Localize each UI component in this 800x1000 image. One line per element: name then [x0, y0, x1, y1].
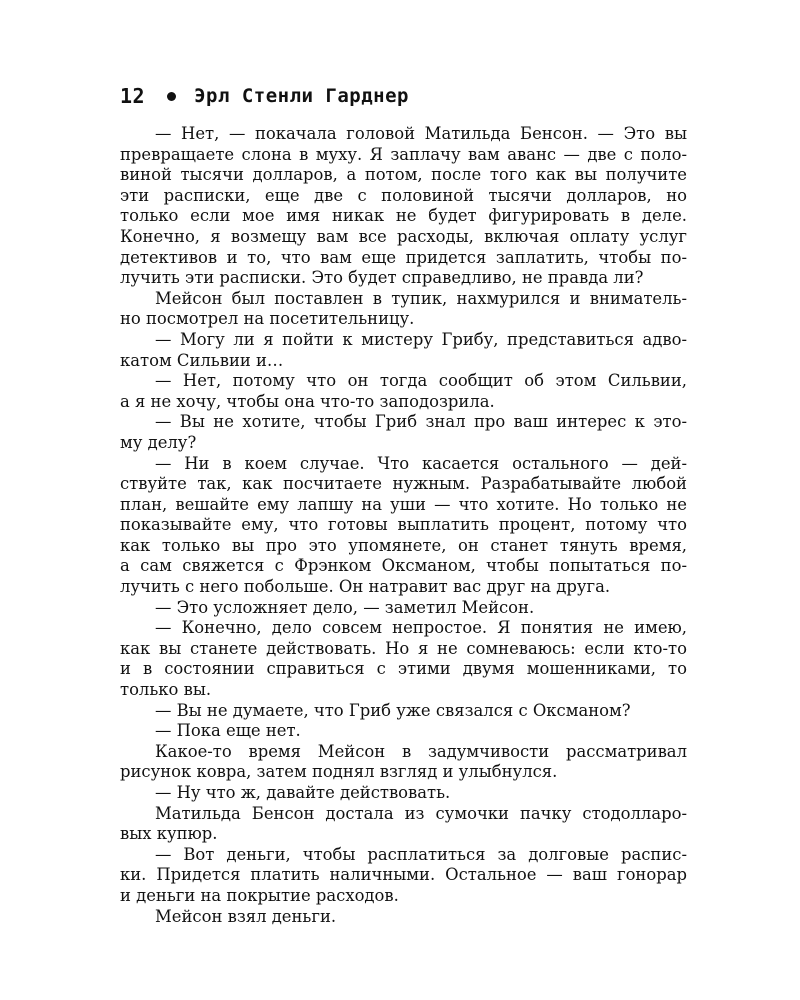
text-line: только вы. [120, 680, 212, 700]
text-line: только если мое имя никак не будет фигурировать в деле. [120, 206, 687, 226]
text-line: показывайте ему, что готовы выплатить процент, потому что [120, 515, 687, 535]
text-line: эти расписки, еще две с половиной тысячи долларов, но [120, 185, 687, 205]
text-line: рисунок ковра, затем поднял взгляд и улыбнулся. [120, 762, 558, 782]
text-line: виной тысячи долларов, а потом, после того как вы получите [120, 165, 687, 185]
text-line: — Нет, — покачала головой Матильда Бенсон. — Это вы [155, 124, 687, 143]
text-line: Конечно, я возмещу вам все расходы, включая оплату услуг [120, 226, 687, 246]
text-line: — Могу ли я пойти к мистеру Грибу, представиться адво- [155, 329, 687, 349]
text-line: — Вы не хотите, чтобы Гриб знал про ваш интерес к это- [155, 412, 687, 432]
text-line: Мейсон был поставлен в тупик, нахмурился и вниматель- [155, 288, 687, 308]
text-line: — Конечно, дело совсем непростое. Я понятия не имею, [155, 618, 687, 638]
text-line: ствуйте так, как посчитаете нужным. Разрабатывайте любой [120, 474, 687, 494]
text-line: — Это усложняет дело, — заметил Мейсон. [155, 597, 535, 617]
page-number: 12 [120, 84, 146, 108]
text-line: план, вешайте ему лапшу на уши — что хотите. Но только не [120, 494, 687, 514]
bullet-separator [167, 92, 176, 101]
text-line: вых купюр. [120, 824, 218, 844]
text-line: — Ну что ж, давайте действовать. [155, 783, 451, 802]
text-line: детективов и то, что вам еще придется заплатить, чтобы по- [120, 247, 687, 267]
running-header-author: Эрл Стенли Гарднер [194, 85, 409, 107]
text-line: му делу? [120, 432, 197, 452]
text-line: — Вот деньги, чтобы расплатиться за долговые распис- [155, 844, 687, 864]
text-line: как вы станете действовать. Но я не сомневаюсь: если кто-то [120, 638, 687, 658]
text-line: и в состоянии справиться с этими двумя мошенниками, то [120, 659, 687, 679]
text-line: Мейсон взял деньги. [155, 906, 337, 926]
text-line: — Пока еще нет. [155, 721, 301, 741]
running-header [120, 82, 409, 110]
text-line: Матильда Бенсон достала из сумочки пачку стодолларо- [155, 803, 687, 823]
text-line: катом Сильвии и… [120, 350, 284, 370]
text-line: Какое-то время Мейсон в задумчивости рассматривал [155, 741, 687, 761]
text-line: лучить с него побольше. Он натравит вас друг на друга. [120, 577, 611, 597]
text-line: превращаете слона в муху. Я заплачу вам аванс — две с поло- [120, 144, 687, 164]
body-text [120, 124, 687, 927]
text-line: а сам свяжется с Фрэнком Оксманом, чтобы попытаться по- [120, 556, 687, 576]
text-line: ки. Придется платить наличными. Остальное — ваш гонорар [120, 865, 687, 885]
text-line: но посмотрел на посетительницу. [120, 309, 415, 329]
text-line: — Ни в коем случае. Что касается остального — дей- [155, 453, 687, 473]
text-line: и деньги на покрытие расходов. [120, 885, 399, 905]
text-line: как только вы про это упомянете, он станет тянуть время, [120, 535, 687, 555]
text-line: а я не хочу, чтобы она что-то заподозрила. [120, 391, 495, 411]
text-line: — Нет, потому что он тогда сообщит об этом Сильвии, [155, 371, 687, 391]
text-line: — Вы не думаете, что Гриб уже связался с Оксманом? [155, 700, 631, 720]
text-line: лучить эти расписки. Это будет справедливо, не правда ли? [120, 268, 644, 288]
